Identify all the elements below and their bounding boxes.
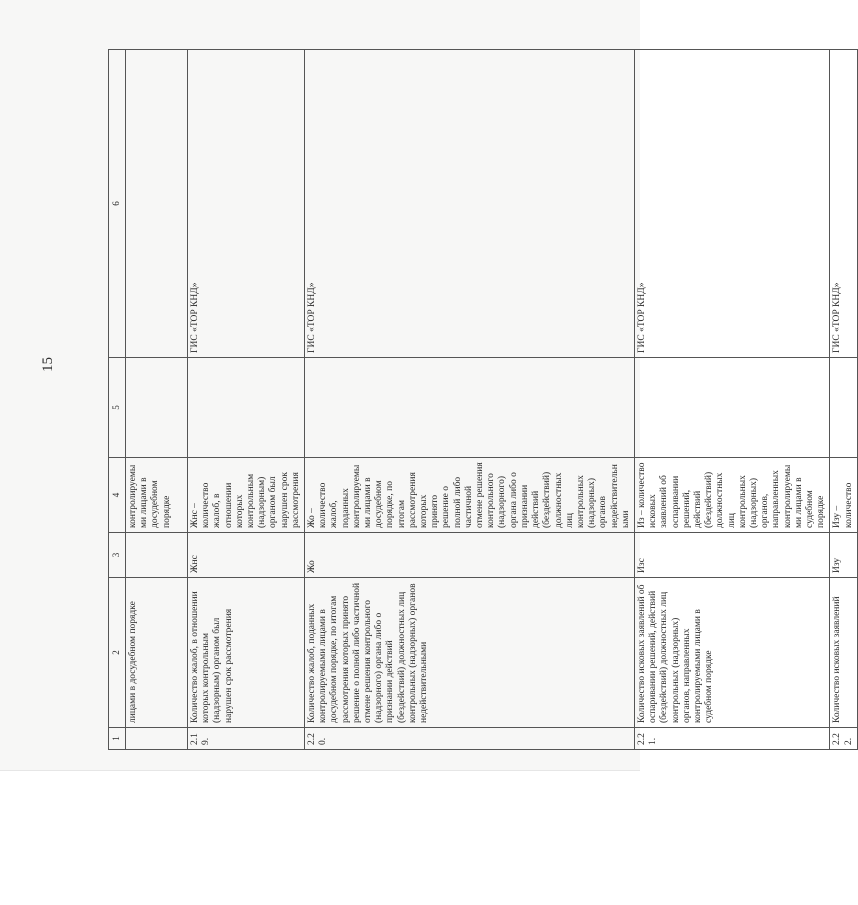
- table-row: [634, 50, 829, 750]
- indicator-formula: Жнс – количество жалоб, в отношении которых контрольным (надзорным) органом был нарушен срок рассмотрения: [188, 458, 305, 533]
- row-number: [126, 728, 188, 750]
- header-cell: 3: [109, 533, 126, 578]
- table-row: [188, 50, 305, 750]
- rotated-table-wrapper: [108, 50, 854, 750]
- header-cell: 4: [109, 458, 126, 533]
- header-cell: 2: [109, 578, 126, 728]
- header-cell: 6: [109, 50, 126, 358]
- row-number: 2.19.: [188, 728, 305, 750]
- column-5-cell: [126, 358, 188, 458]
- column-5-cell: [305, 358, 635, 458]
- indicator-symbol: Жо: [305, 533, 635, 578]
- indicator-name: лицами в досудебном порядке: [126, 578, 188, 728]
- header-cell: 5: [109, 358, 126, 458]
- data-source: ГИС «ТОР КНД»: [830, 50, 857, 358]
- row-number: 2.21.: [634, 728, 829, 750]
- column-5-cell: [634, 358, 829, 458]
- indicator-symbol: Жнс: [188, 533, 305, 578]
- table-row: [305, 50, 635, 750]
- indicator-symbol: [126, 533, 188, 578]
- header-row: [109, 50, 126, 750]
- data-source: ГИС «ТОР КНД»: [188, 50, 305, 358]
- data-source: [126, 50, 188, 358]
- indicator-name: Количество исковых заявлений об оспаривании решений, действий (бездействий) должностных лиц контрольных (надзорных) органов, направленных контролируемыми лицами в судебном порядке: [634, 578, 829, 728]
- indicator-formula: Из – количество исковых заявлений об оспаривании решений, действий (бездействий) должностных лиц контрольных (надзорных) органов, направленных контролируемыми лицами в судебном порядке: [634, 458, 829, 533]
- indicators-table: [108, 49, 858, 750]
- data-source: ГИС «ТОР КНД»: [634, 50, 829, 358]
- column-5-cell: [830, 358, 857, 458]
- indicator-formula: контролируемыми лицами в досудебном порядке: [126, 458, 188, 533]
- row-number: 2.20.: [305, 728, 635, 750]
- page-number: 15: [40, 357, 56, 372]
- column-5-cell: [188, 358, 305, 458]
- indicator-symbol: Изу: [830, 533, 857, 578]
- indicator-formula: Изу – количество: [830, 458, 857, 533]
- indicator-name: Количество исковых заявлений: [830, 578, 857, 728]
- indicator-symbol: Изс: [634, 533, 829, 578]
- data-source: ГИС «ТОР КНД»: [305, 50, 635, 358]
- indicator-formula: Жо – количество жалоб, поданных контролируемыми лицами в досудебном порядке, по итогам рассмотрения которых принято решение о полной либо частичной отмене решения контрольного (надзорного) органа либо о признании действий (бездействий) должностных лиц контрольных (надзорных) органов недействительными: [305, 458, 635, 533]
- indicator-name: Количество жалоб, в отношении которых контрольным (надзорным) органом был нарушен срок рассмотрения: [188, 578, 305, 728]
- table-row: [830, 50, 857, 750]
- indicator-name: Количество жалоб, поданных контролируемыми лицами в досудебном порядке, по итогам рассмотрения которых принято решение о полной либо частичной отмене решения контрольного (надзорного) органа либо о признании действий (бездействий) должностных лиц контрольных (надзорных) органов недействительными: [305, 578, 635, 728]
- header-cell: 1: [109, 728, 126, 750]
- table-row: [126, 50, 188, 750]
- row-number: 2.22.: [830, 728, 857, 750]
